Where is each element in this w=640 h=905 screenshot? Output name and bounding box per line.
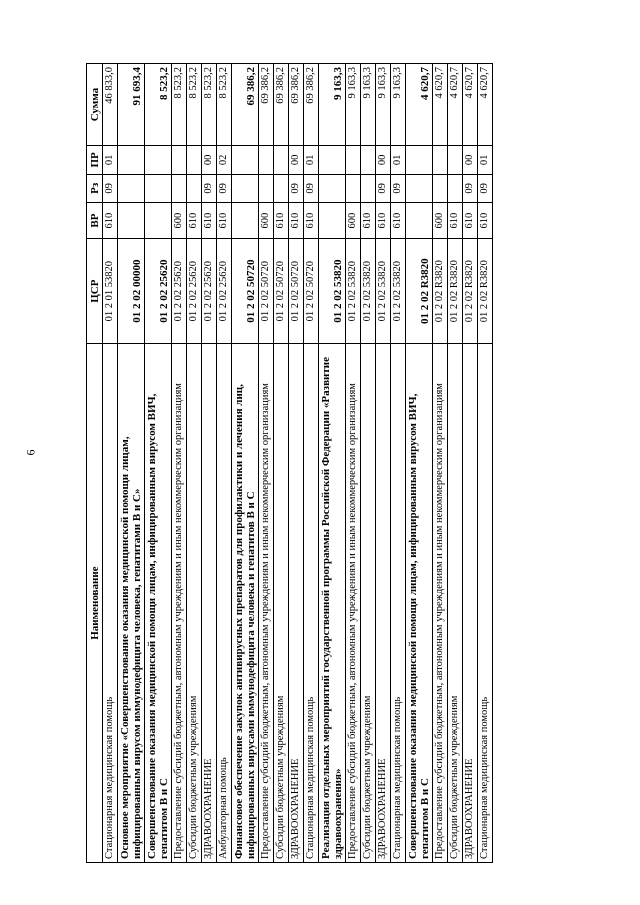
row-rz: [232, 174, 259, 202]
table-row: [187, 64, 202, 863]
row-name: Стационарная медицинская помощь: [304, 344, 319, 863]
row-sum: 4 620,7: [406, 64, 433, 146]
table-row: [361, 64, 376, 863]
row-csr: 01 2 02 25620: [187, 239, 202, 344]
row-sum: 8 523,2: [217, 64, 232, 146]
row-sum: 69 386,2: [304, 64, 319, 146]
row-sum: 91 693,4: [118, 64, 145, 146]
table-row: [172, 64, 187, 863]
row-pr: 00: [463, 146, 478, 174]
row-csr: 01 2 02 53820: [361, 239, 376, 344]
row-rz: [319, 174, 346, 202]
row-sum: 8 523,2: [145, 64, 172, 146]
row-name: ЗДРАВООХРАНЕНИЕ: [202, 344, 217, 863]
header-rz: Рз: [87, 174, 103, 202]
row-rz: 09: [103, 174, 118, 202]
table-row: [406, 64, 433, 863]
row-sum: 9 163,3: [391, 64, 406, 146]
row-pr: [187, 146, 202, 174]
row-rz: 09: [217, 174, 232, 202]
row-pr: 00: [202, 146, 217, 174]
row-pr: 00: [376, 146, 391, 174]
row-csr: 01 2 02 R3820: [478, 239, 493, 344]
table-row: [217, 64, 232, 863]
row-name: Амбулаторная помощь: [217, 344, 232, 863]
table-row: [478, 64, 493, 863]
row-rz: 09: [478, 174, 493, 202]
table-row: [346, 64, 361, 863]
row-rz: [187, 174, 202, 202]
row-vr: [118, 203, 145, 239]
row-csr: 01 2 02 R3820: [448, 239, 463, 344]
row-rz: [274, 174, 289, 202]
table-row: [118, 64, 145, 863]
row-sum: 9 163,3: [361, 64, 376, 146]
table-container: [86, 63, 493, 863]
row-vr: 610: [463, 203, 478, 239]
row-sum: 4 620,7: [478, 64, 493, 146]
table-row: [433, 64, 448, 863]
row-name: Предоставление субсидий бюджетным, автономным учреждениям и иным некоммерческим организациям: [172, 344, 187, 863]
row-vr: 600: [172, 203, 187, 239]
table-row: [274, 64, 289, 863]
row-csr: 01 2 02 53820: [346, 239, 361, 344]
row-pr: [145, 146, 172, 174]
row-name: ЗДРАВООХРАНЕНИЕ: [289, 344, 304, 863]
row-name: Субсидии бюджетным учреждениям: [448, 344, 463, 863]
table-row: [289, 64, 304, 863]
row-csr: 01 2 02 50720: [274, 239, 289, 344]
row-vr: 610: [478, 203, 493, 239]
row-rz: [361, 174, 376, 202]
row-rz: [145, 174, 172, 202]
table-row: [319, 64, 346, 863]
row-vr: 610: [376, 203, 391, 239]
row-sum: 69 386,2: [232, 64, 259, 146]
table-row: [103, 64, 118, 863]
row-rz: 09: [463, 174, 478, 202]
row-pr: [346, 146, 361, 174]
row-pr: [259, 146, 274, 174]
row-pr: [433, 146, 448, 174]
row-rz: [433, 174, 448, 202]
row-vr: 610: [289, 203, 304, 239]
row-vr: 610: [448, 203, 463, 239]
row-name: Предоставление субсидий бюджетным, автономным учреждениям и иным некоммерческим организациям: [433, 344, 448, 863]
row-name: Предоставление субсидий бюджетным, автономным учреждениям и иным некоммерческим организациям: [346, 344, 361, 863]
row-rz: 09: [304, 174, 319, 202]
header-name: Наименование: [87, 344, 103, 863]
row-rz: 09: [391, 174, 406, 202]
row-vr: 600: [259, 203, 274, 239]
row-name: Совершенствование оказания медицинской помощи лицам, инфицированным вирусом ВИЧ, гепатитом В и С: [406, 344, 433, 863]
header-pr: ПР: [87, 146, 103, 174]
row-vr: 610: [202, 203, 217, 239]
table-row: [448, 64, 463, 863]
row-sum: 8 523,2: [202, 64, 217, 146]
table-row: [202, 64, 217, 863]
table-body: [103, 64, 493, 863]
table-row: [463, 64, 478, 863]
row-name: Предоставление субсидий бюджетным, автономным учреждениям и иным некоммерческим организациям: [259, 344, 274, 863]
rotated-page: [56, 0, 616, 905]
row-pr: 01: [391, 146, 406, 174]
row-name: Основное мероприятие «Совершенствование оказания медицинской помощи лицам, инфицированным вирусом иммунодефицита человека, гепатитами В и С»: [118, 344, 145, 863]
row-csr: 01 2 02 00000: [118, 239, 145, 344]
row-csr: 01 2 02 R3820: [463, 239, 478, 344]
row-name: Субсидии бюджетным учреждениям: [274, 344, 289, 863]
row-pr: 01: [103, 146, 118, 174]
table-row: [259, 64, 274, 863]
row-csr: 01 2 02 25620: [172, 239, 187, 344]
row-sum: 9 163,3: [376, 64, 391, 146]
row-csr: 01 2 02 53820: [391, 239, 406, 344]
row-name: ЗДРАВООХРАНЕНИЕ: [376, 344, 391, 863]
row-csr: 01 2 02 25620: [202, 239, 217, 344]
row-rz: 09: [202, 174, 217, 202]
row-csr: 01 2 01 53820: [103, 239, 118, 344]
row-sum: 8 523,2: [172, 64, 187, 146]
row-pr: 00: [289, 146, 304, 174]
row-sum: 8 523,2: [187, 64, 202, 146]
row-name: Субсидии бюджетным учреждениям: [187, 344, 202, 863]
row-name: ЗДРАВООХРАНЕНИЕ: [463, 344, 478, 863]
row-vr: 600: [433, 203, 448, 239]
row-sum: 4 620,7: [448, 64, 463, 146]
row-name: Субсидии бюджетным учреждениям: [361, 344, 376, 863]
header-vr: ВР: [87, 203, 103, 239]
row-pr: [274, 146, 289, 174]
row-vr: 610: [274, 203, 289, 239]
row-rz: [346, 174, 361, 202]
row-vr: 610: [361, 203, 376, 239]
row-rz: [259, 174, 274, 202]
row-sum: 69 386,2: [274, 64, 289, 146]
row-csr: 01 2 02 25620: [145, 239, 172, 344]
row-csr: 01 2 02 25620: [217, 239, 232, 344]
row-sum: 46 833,0: [103, 64, 118, 146]
row-csr: 01 2 02 53820: [376, 239, 391, 344]
budget-table: [86, 63, 493, 863]
row-csr: 01 2 02 50720: [304, 239, 319, 344]
row-pr: [232, 146, 259, 174]
row-name: Стационарная медицинская помощь: [391, 344, 406, 863]
row-name: Финансовое обеспечение закупок антивирусных препаратов для профилактики и лечения лиц, инфицированных вирусами иммунодефицита человека и гепатитов В и С: [232, 344, 259, 863]
row-pr: 01: [478, 146, 493, 174]
row-rz: 09: [289, 174, 304, 202]
row-sum: 9 163,3: [346, 64, 361, 146]
row-sum: 9 163,3: [319, 64, 346, 146]
row-name: Стационарная медицинская помощь: [103, 344, 118, 863]
table-row: [376, 64, 391, 863]
row-rz: [448, 174, 463, 202]
row-vr: 610: [217, 203, 232, 239]
row-pr: [448, 146, 463, 174]
row-rz: [118, 174, 145, 202]
table-header-row: [87, 64, 103, 863]
row-pr: [406, 146, 433, 174]
row-vr: [406, 203, 433, 239]
row-vr: [232, 203, 259, 239]
row-csr: 01 2 02 50720: [259, 239, 274, 344]
header-sum: Сумма: [87, 64, 103, 146]
row-pr: [172, 146, 187, 174]
row-rz: [406, 174, 433, 202]
row-pr: [319, 146, 346, 174]
row-csr: 01 2 02 R3820: [433, 239, 448, 344]
row-name: Стационарная медицинская помощь: [478, 344, 493, 863]
page-number: 6: [23, 449, 38, 456]
row-vr: 610: [304, 203, 319, 239]
row-csr: 01 2 02 R3820: [406, 239, 433, 344]
row-csr: 01 2 02 50720: [289, 239, 304, 344]
row-pr: [118, 146, 145, 174]
row-sum: 4 620,7: [433, 64, 448, 146]
row-vr: 610: [187, 203, 202, 239]
table-row: [391, 64, 406, 863]
row-name: Реализация отдельных мероприятий государственной программы Российской Федерации «Развитие здравоохранения»: [319, 344, 346, 863]
row-vr: 610: [391, 203, 406, 239]
row-vr: [319, 203, 346, 239]
table-row: [145, 64, 172, 863]
table-row: [232, 64, 259, 863]
row-sum: 69 386,2: [259, 64, 274, 146]
row-pr: [361, 146, 376, 174]
row-csr: 01 2 02 53820: [319, 239, 346, 344]
row-sum: 4 620,7: [463, 64, 478, 146]
table-row: [304, 64, 319, 863]
row-pr: 01: [304, 146, 319, 174]
header-csr: ЦСР: [87, 239, 103, 344]
row-vr: 610: [103, 203, 118, 239]
row-vr: 600: [346, 203, 361, 239]
row-name: Совершенствование оказания медицинской помощи лицам, инфицированным вирусом ВИЧ, гепатитом В и С: [145, 344, 172, 863]
row-sum: 69 386,2: [289, 64, 304, 146]
row-pr: 02: [217, 146, 232, 174]
row-vr: [145, 203, 172, 239]
row-csr: 01 2 02 50720: [232, 239, 259, 344]
row-rz: [172, 174, 187, 202]
row-rz: 09: [376, 174, 391, 202]
